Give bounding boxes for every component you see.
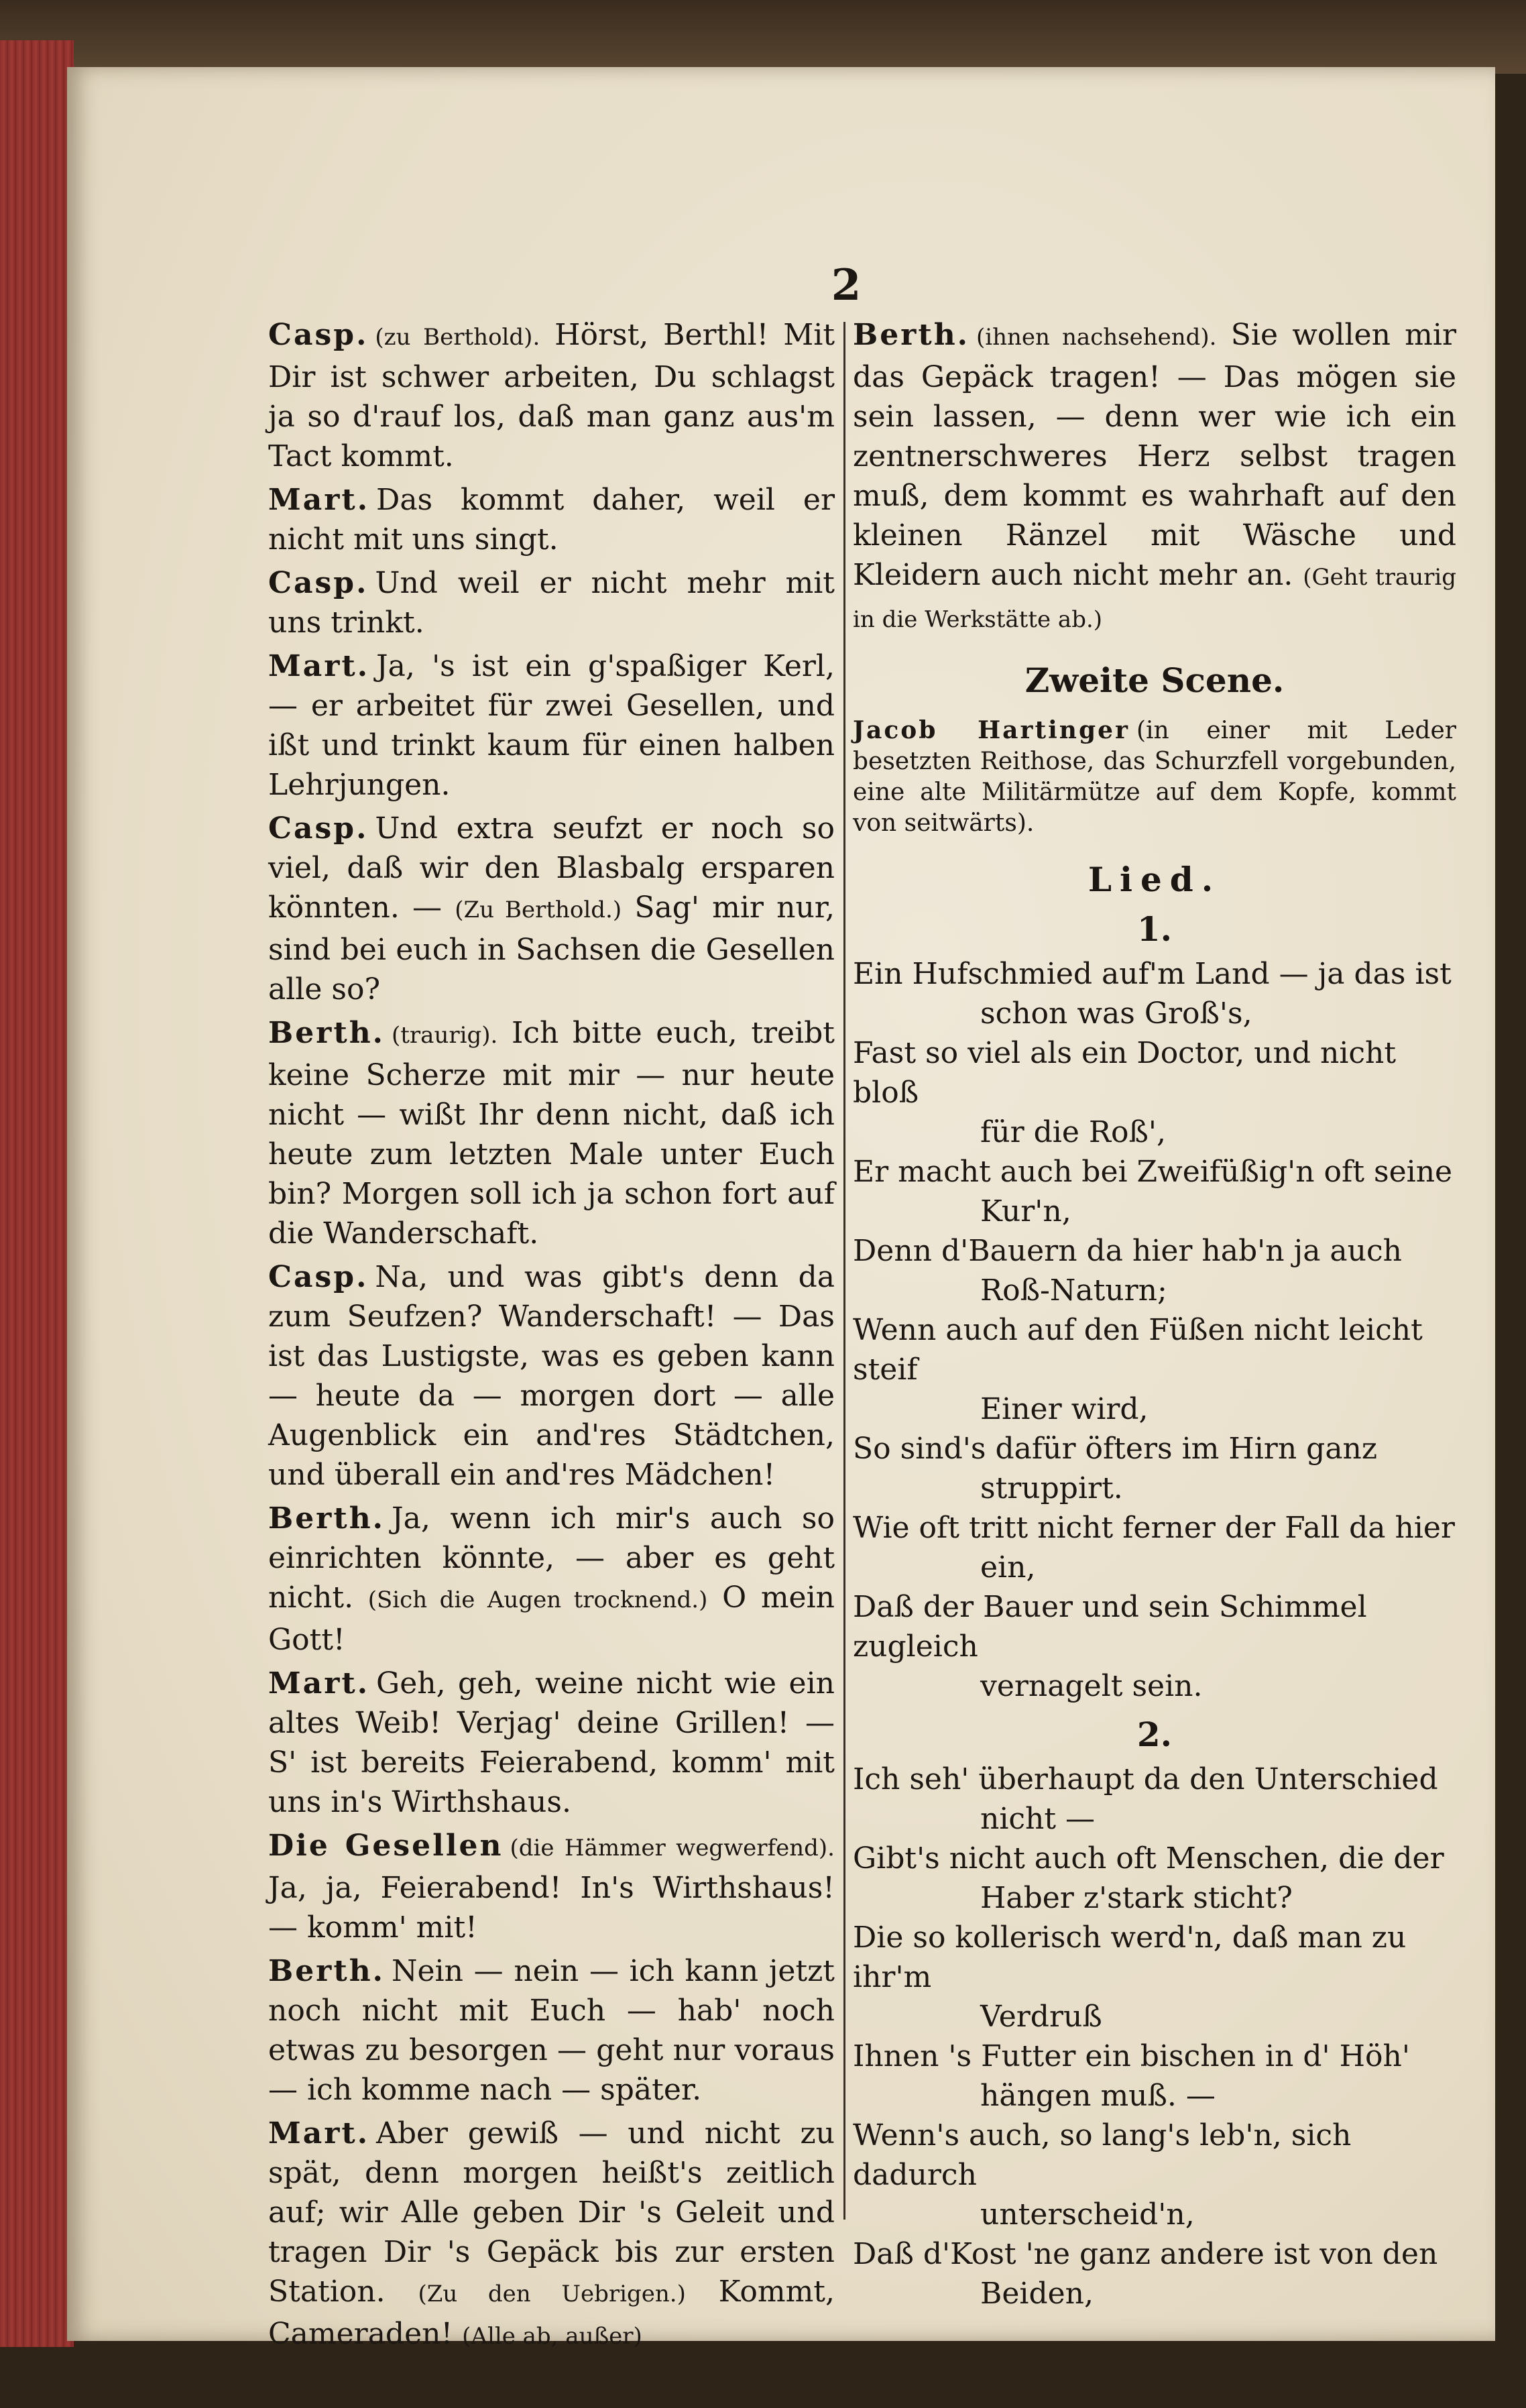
- stanza-number: 2.: [1136, 1715, 1173, 1754]
- verse-line-cont: Verdruß: [980, 2000, 1102, 2034]
- dialogue-text: Und extra seufzt er noch so viel, daß wir den Blasbalg ersparen könnten. —: [268, 811, 835, 925]
- scene-direction: [853, 715, 1456, 839]
- dialogue-paragraph: [268, 1664, 835, 1822]
- speaker-name: Die Gesellen: [268, 1829, 504, 1863]
- character-name: Jacob Hartinger: [853, 716, 1130, 744]
- verse-line-cont: hängen muß. —: [980, 2079, 1216, 2113]
- verse-line-cont: Kur'n,: [980, 1194, 1071, 1228]
- dialogue-paragraph: [268, 2114, 835, 2356]
- verse-line-start: Ich seh' überhaupt da den Unterschied: [853, 1762, 1438, 1796]
- dialogue-text: Ja, ja, Feierabend! In's Wirthshaus! — komm' mit!: [268, 1871, 835, 1945]
- dialogue-text: Und weil er nicht mehr mit uns trinkt.: [268, 566, 835, 640]
- verse-line: [853, 2037, 1456, 2116]
- verse-line-start: Ihnen 's Futter ein bischen in d' Höh': [853, 2039, 1410, 2073]
- verse-line-cont: für die Roß',: [980, 1115, 1166, 1149]
- dialogue-text: Das kommt daher, weil er nicht mit uns singt.: [268, 483, 835, 557]
- speaker-name: Mart.: [268, 1666, 370, 1701]
- speaker-name: Berth.: [853, 318, 970, 352]
- stanza-number: 1.: [1136, 909, 1173, 949]
- song-title: Lied.: [1088, 860, 1222, 899]
- dialogue-paragraph: [268, 563, 835, 642]
- verse-line-cont: ein,: [980, 1550, 1036, 1585]
- verse-line-start: Gibt's nicht auch oft Menschen, die der: [853, 1841, 1444, 1876]
- speaker-name: Casp.: [268, 566, 369, 600]
- verse-line-start: Fast so viel als ein Doctor, und nicht bloß: [853, 1036, 1397, 1110]
- dialogue-text: Kommt, Cameraden!: [268, 2275, 835, 2351]
- verse-line: [853, 1231, 1456, 1310]
- speaker-name: Mart.: [268, 2116, 370, 2151]
- dialogue-text: Hörst, Berthl! Mit Dir ist schwer arbeiten, Du schlagst ja so d'rauf los, daß man ganz aus'm Tact kommt.: [268, 318, 835, 473]
- column-divider: [843, 322, 845, 2220]
- dialogue-paragraph: [268, 1013, 835, 1253]
- verse-line: [853, 1152, 1456, 1231]
- verse-line-cont: Einer wird,: [980, 1392, 1149, 1426]
- verse-line: [853, 1429, 1456, 1508]
- book-spine-left: [0, 40, 74, 2347]
- dialogue-text: Sie wollen mir das Gepäck tragen! — Das mögen sie sein lassen, — denn wer wie ich ein zentnerschweres Herz selbst tragen muß, dem kommt es wahrhaft auf den kleinen Ränzel mit Wäsche und Kleidern auch nicht mehr an.: [853, 318, 1456, 592]
- stanza: [853, 954, 1456, 1706]
- verse-line-start: Er macht auch bei Zweifüßig'n oft seine: [853, 1155, 1453, 1189]
- verse-line: [853, 1839, 1456, 1918]
- stage-direction: (Geht traurig in die Werkstätte ab.): [853, 564, 1456, 633]
- stage-direction: (Zu Berthold.): [455, 897, 622, 923]
- dialogue-text: Aber gewiß — und nicht zu spät, denn morgen heißt's zeitlich auf; wir Alle geben Dir 's Geleit und tragen Dir 's Gepäck bis zur ersten Station.: [268, 2116, 835, 2309]
- book-edge-top: [0, 0, 1526, 74]
- right-column: [853, 315, 1456, 2313]
- speaker-name: Berth.: [268, 1954, 385, 1988]
- dialogue-text: O mein Gott!: [268, 1581, 835, 1657]
- verse-line-cont: schon was Groß's,: [980, 996, 1252, 1031]
- dialogue-paragraph: [268, 809, 835, 1009]
- speaker-name: Mart.: [268, 483, 370, 517]
- stage-direction: (Zu den Uebrigen.): [418, 2281, 686, 2307]
- verse-line: [853, 1033, 1456, 1152]
- verse-line-start: Wenn auch auf den Füßen nicht leicht steif: [853, 1313, 1423, 1387]
- verse-line-start: Denn d'Bauern da hier hab'n ja auch: [853, 1234, 1402, 1268]
- verse-line: [853, 954, 1456, 1033]
- verse-line-cont: nicht —: [980, 1802, 1096, 1836]
- stanza: [853, 1760, 1456, 2313]
- speaker-name: Mart.: [268, 649, 370, 683]
- verse-line-cont: struppirt.: [980, 1471, 1123, 1505]
- dialogue-text: Ja, 's ist ein g'spaßiger Kerl, — er arbeitet für zwei Gesellen, und ißt und trinkt kaum für einen halben Lehrjungen.: [268, 649, 835, 802]
- verse-line-cont: Haber z'stark sticht?: [980, 1881, 1293, 1915]
- dialogue-text: Sag' mir nur, sind bei euch in Sachsen die Gesellen alle so?: [268, 891, 835, 1007]
- verse-line-start: So sind's dafür öfters im Hirn ganz: [853, 1432, 1378, 1466]
- dialogue-paragraph: [268, 646, 835, 805]
- verse-line-start: Daß der Bauer und sein Schimmel zugleich: [853, 1590, 1367, 1664]
- dialogue-text: Ja, wenn ich mir's auch so einrichten könnte, — aber es geht nicht.: [268, 1501, 835, 1615]
- stage-direction: (traurig).: [392, 1022, 498, 1049]
- verse-line: [853, 2116, 1456, 2234]
- scene-direction-text: (in einer mit Leder besetzten Reithose, das Schurzfell vorgebunden, eine alte Militärmütze auf dem Kopfe, kommt von seitwärts).: [853, 717, 1456, 837]
- dialogue-text: Geh, geh, weine nicht wie ein altes Weib! Verjag' deine Grillen! — S' ist bereits Feierabend, komm' mit uns in's Wirthshaus.: [268, 1666, 835, 1819]
- verse-line-cont: unterscheid'n,: [980, 2197, 1195, 2232]
- stage-direction: (ihnen nachsehend).: [976, 324, 1217, 351]
- verse-line-start: Die so kollerisch werd'n, daß man zu ihr'm: [853, 1920, 1407, 1994]
- dialogue-paragraph: [268, 1257, 835, 1495]
- stage-direction: (die Hämmer wegwerfend).: [510, 1835, 835, 1861]
- dialogue-paragraph: [268, 315, 835, 476]
- dialogue-paragraph: [853, 315, 1456, 640]
- verse-line: [853, 1760, 1456, 1839]
- dialogue-paragraph: [268, 480, 835, 559]
- speaker-name: Casp.: [268, 1260, 369, 1294]
- scene-title: Zweite Scene.: [1024, 661, 1285, 700]
- verse-line: [853, 1587, 1456, 1706]
- verse-line-start: Ein Hufschmied auf'm Land — ja das ist: [853, 957, 1452, 991]
- speaker-name: Casp.: [268, 811, 369, 846]
- verse-line: [853, 1918, 1456, 2037]
- stage-direction: (Alle ab, außer): [462, 2323, 642, 2350]
- speaker-name: Casp.: [268, 318, 369, 352]
- verse-line-cont: vernagelt sein.: [980, 1669, 1203, 1703]
- verse-line-start: Wie oft tritt nicht ferner der Fall da hier: [853, 1511, 1455, 1545]
- dialogue-paragraph: [268, 1951, 835, 2110]
- verse-line-cont: Beiden,: [980, 2277, 1094, 2311]
- verse-line: [853, 1310, 1456, 1429]
- verse-line: [853, 1508, 1456, 1587]
- dialogue-paragraph: [268, 1499, 835, 1660]
- stage-direction: (Sich die Augen trocknend.): [367, 1587, 708, 1613]
- stage-direction: (zu Berthold).: [375, 324, 540, 351]
- speaker-name: Berth.: [268, 1016, 385, 1050]
- verse-line-start: Wenn's auch, so lang's leb'n, sich dadurch: [853, 2118, 1352, 2192]
- dialogue-text: Na, und was gibt's denn da zum Seufzen? Wanderschaft! — Das ist das Lustigste, was es geben kann — heute da — morgen dort — alle Augenblick ein and'res Städtchen, und überall ein and'res Mädchen!: [268, 1260, 835, 1492]
- dialogue-text: Nein — nein — ich kann jetzt noch nicht mit Euch — hab' noch etwas zu besorgen — geht nur voraus — ich komme nach — später.: [268, 1954, 835, 2107]
- left-column: [268, 315, 835, 2360]
- dialogue-text: Ich bitte euch, treibt keine Scherze mit mir — nur heute nicht — wißt Ihr denn nicht, daß ich heute zum letzten Male unter Euch bin? Morgen soll ich ja schon fort auf die Wanderschaft.: [268, 1016, 835, 1251]
- speaker-name: Berth.: [268, 1501, 385, 1536]
- verse-line: [853, 2234, 1456, 2313]
- verse-line-cont: Roß-Naturn;: [980, 1273, 1167, 1308]
- dialogue-paragraph: [268, 1826, 835, 1947]
- verse-line-start: Daß d'Kost 'ne ganz andere ist von den: [853, 2237, 1438, 2271]
- page-number: 2: [831, 260, 862, 310]
